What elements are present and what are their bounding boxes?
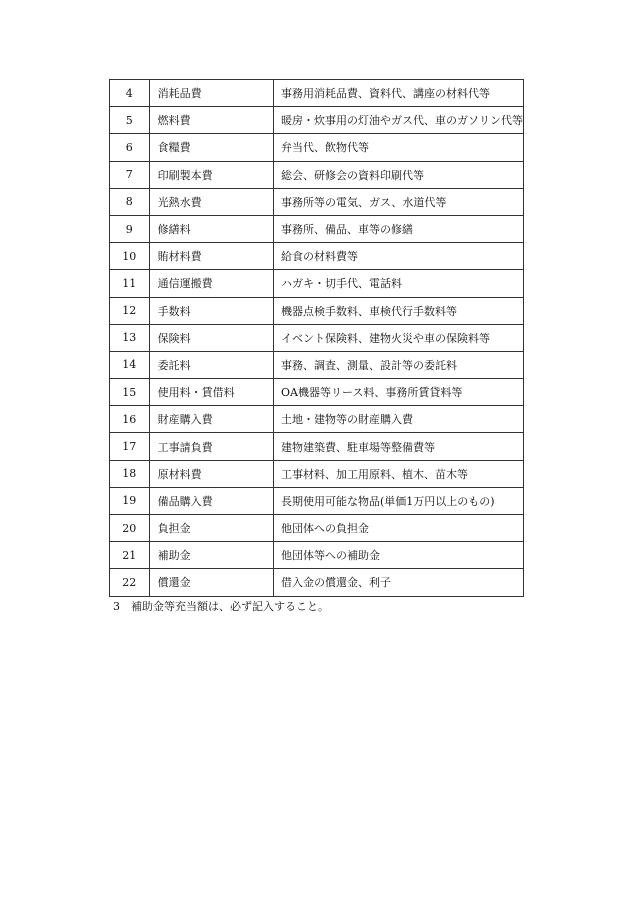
row-number: 15 xyxy=(110,379,150,406)
row-number: 14 xyxy=(110,351,150,378)
expense-item: 光熱水費 xyxy=(149,188,273,215)
expense-description: イベント保険料、建物火災や車の保険料等 xyxy=(274,324,524,351)
table-row xyxy=(110,297,524,324)
expense-item: 印刷製本費 xyxy=(149,161,273,188)
row-number: 12 xyxy=(110,297,150,324)
row-number: 4 xyxy=(110,80,150,107)
table-row xyxy=(110,270,524,297)
expense-item: 食糧費 xyxy=(149,134,273,161)
table-row xyxy=(110,542,524,569)
row-number: 7 xyxy=(110,161,150,188)
expense-description: 事務所、備品、車等の修繕 xyxy=(274,215,524,242)
table-row xyxy=(110,107,524,134)
expense-description: 給食の材料費等 xyxy=(274,243,524,270)
table-row xyxy=(110,379,524,406)
expense-description: 建物建築費、駐車場等整備費等 xyxy=(274,433,524,460)
expense-item: 燃料費 xyxy=(149,107,273,134)
expense-item: 負担金 xyxy=(149,515,273,542)
expense-description: 借入金の償還金、利子 xyxy=(274,569,524,596)
expense-description: 事務用消耗品費、資料代、講座の材料代等 xyxy=(274,80,524,107)
expense-description: 長期使用可能な物品(単価1万円以上のもの) xyxy=(274,487,524,514)
expense-description: OA機器等リース料、事務所賃貸料等 xyxy=(274,379,524,406)
row-number: 6 xyxy=(110,134,150,161)
table-row xyxy=(110,134,524,161)
table-row xyxy=(110,161,524,188)
row-number: 9 xyxy=(110,215,150,242)
expense-item: 補助金 xyxy=(149,542,273,569)
expense-item: 修繕料 xyxy=(149,215,273,242)
row-number: 22 xyxy=(110,569,150,596)
table-row xyxy=(110,215,524,242)
expense-item: 財産購入費 xyxy=(149,406,273,433)
table-row xyxy=(110,351,524,378)
expense-description: 総会、研修会の資料印刷代等 xyxy=(274,161,524,188)
table-row xyxy=(110,406,524,433)
row-number: 10 xyxy=(110,243,150,270)
expense-item: 委託料 xyxy=(149,351,273,378)
expense-description: 土地・建物等の財産購入費 xyxy=(274,406,524,433)
expense-description: 工事材料、加工用原料、植木、苗木等 xyxy=(274,460,524,487)
expense-item: 備品購入費 xyxy=(149,487,273,514)
expense-item: 保険料 xyxy=(149,324,273,351)
expense-item: 原材料費 xyxy=(149,460,273,487)
table-row xyxy=(110,324,524,351)
expense-item: 使用料・賃借料 xyxy=(149,379,273,406)
row-number: 11 xyxy=(110,270,150,297)
row-number: 18 xyxy=(110,460,150,487)
table-row xyxy=(110,515,524,542)
table-row xyxy=(110,188,524,215)
table-row xyxy=(110,569,524,596)
row-number: 8 xyxy=(110,188,150,215)
expense-description: 事務所等の電気、ガス、水道代等 xyxy=(274,188,524,215)
expense-item: 手数料 xyxy=(149,297,273,324)
expense-item: 工事請負費 xyxy=(149,433,273,460)
expense-item: 消耗品費 xyxy=(149,80,273,107)
expense-item: 償還金 xyxy=(149,569,273,596)
expense-item: 通信運搬費 xyxy=(149,270,273,297)
expense-description: 事務、調査、測量、設計等の委託料 xyxy=(274,351,524,378)
table-row xyxy=(110,433,524,460)
row-number: 19 xyxy=(110,487,150,514)
table-row xyxy=(110,243,524,270)
table-row xyxy=(110,80,524,107)
expense-description: 機器点検手数料、車検代行手数料等 xyxy=(274,297,524,324)
row-number: 20 xyxy=(110,515,150,542)
row-number: 21 xyxy=(110,542,150,569)
expense-category-table xyxy=(109,79,524,597)
row-number: 17 xyxy=(110,433,150,460)
expense-description: ハガキ・切手代、電話料 xyxy=(274,270,524,297)
expense-item: 賄材料費 xyxy=(149,243,273,270)
expense-description: 他団体等への補助金 xyxy=(274,542,524,569)
expense-description: 他団体への負担金 xyxy=(274,515,524,542)
row-number: 13 xyxy=(110,324,150,351)
table-row xyxy=(110,460,524,487)
row-number: 5 xyxy=(110,107,150,134)
expense-description: 暖房・炊事用の灯油やガス代、車のガソリン代等 xyxy=(274,107,524,134)
footnote: 3 補助金等充当額は、必ず記入すること。 xyxy=(113,600,329,613)
table-row xyxy=(110,487,524,514)
row-number: 16 xyxy=(110,406,150,433)
expense-description: 弁当代、飲物代等 xyxy=(274,134,524,161)
